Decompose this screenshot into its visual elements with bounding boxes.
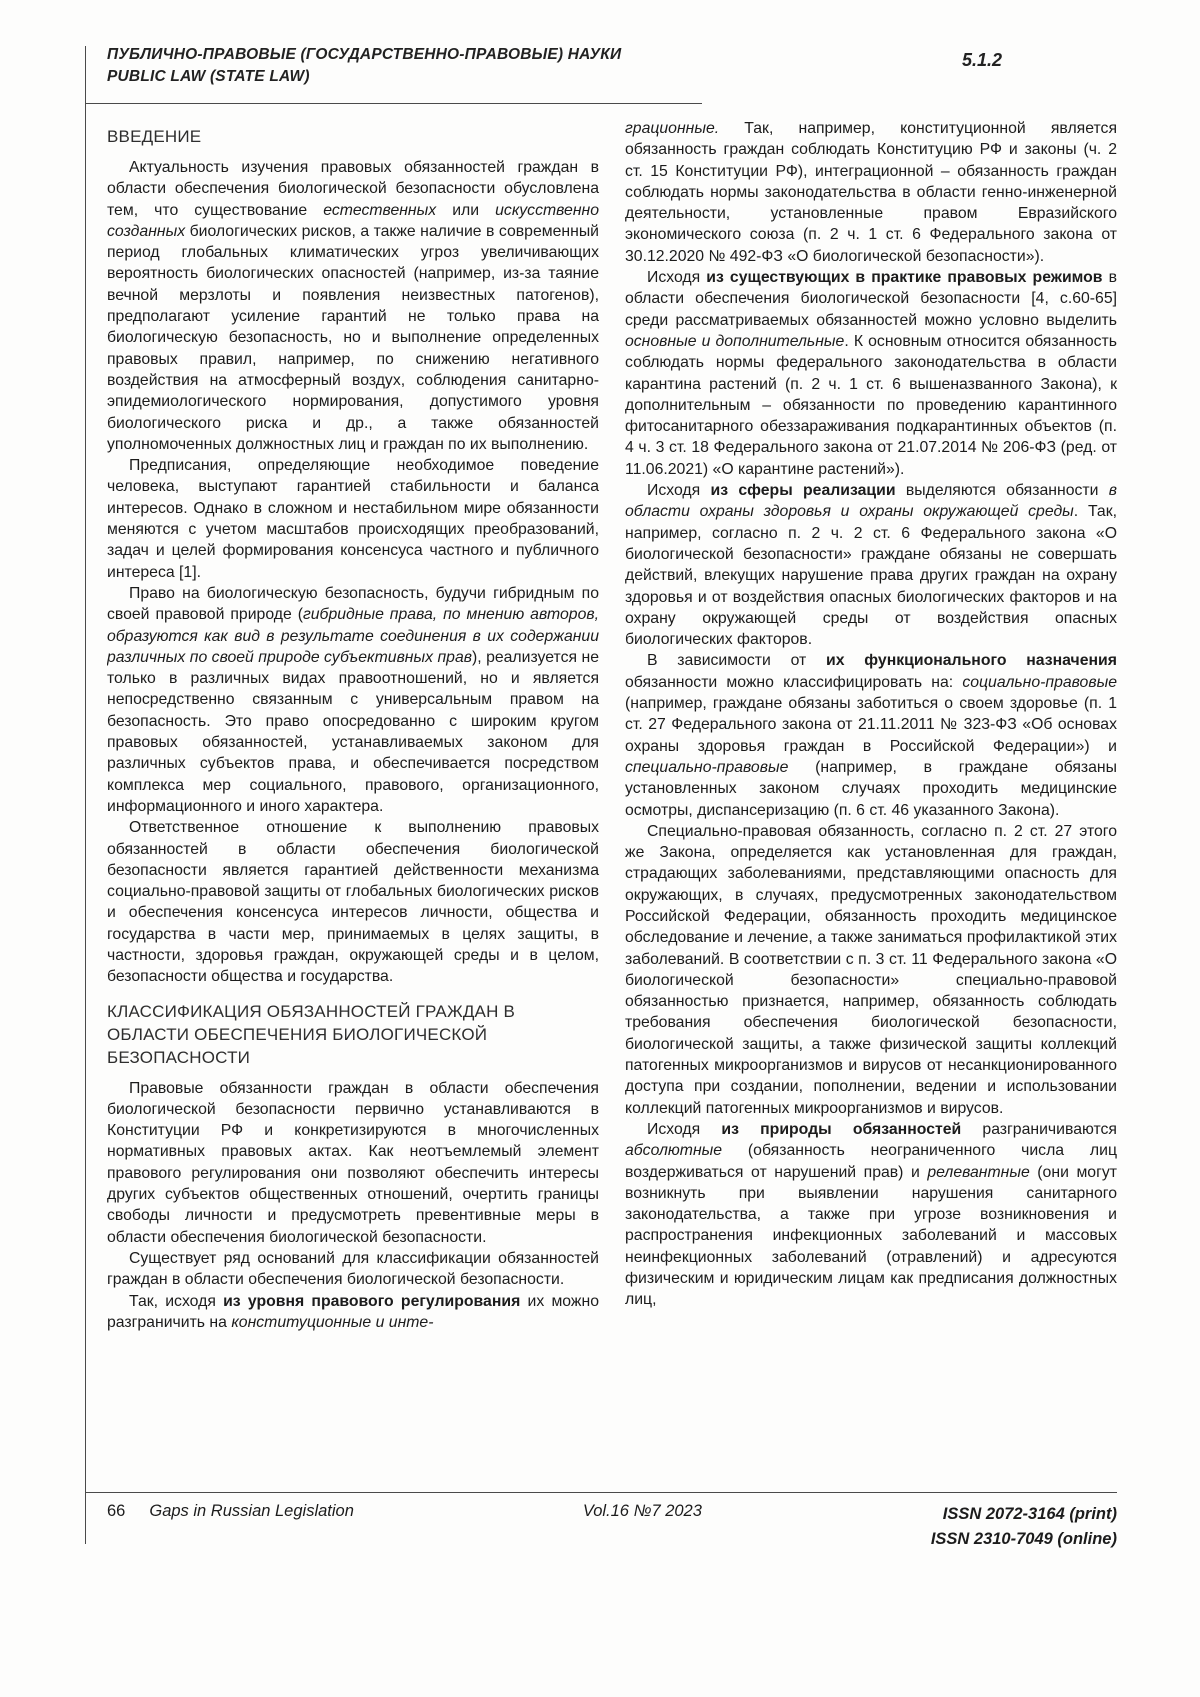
text-run: (например, в граждане обязаны установленных законом случаях проходить медицинские осмотры, диспансеризацию (п. 6 ст. 46 указанного Закона). xyxy=(625,758,1117,819)
text-run: выделяются обязанности xyxy=(895,482,1109,500)
text-run-b: из уровня правового регулирования xyxy=(223,1292,521,1310)
text-run-i: конституционные и инте- xyxy=(231,1313,434,1331)
text-run: . К основным относится обязанность соблюдать нормы федерального законодательства в области карантина растений (п. 2 ч. 1 ст. 6 вышеназванного Закона), к дополнительным – обязанности по проведению карантинного фитосанитарного обеззараживания подкарантинных объектов (п. 4 ч. 3 ст. 18 Федерального закона от 21.07.2014 № 206-ФЗ (ред. от 11.06.2021) «О карантине растений»). xyxy=(625,332,1117,478)
text-run: Актуальность изучения правовых обязанностей граждан в области обеспечения биологической безопасности обусловлена тем, что существование xyxy=(107,159,599,219)
text-run: Специально-правовая обязанность, согласно п. 2 ст. 27 этого же Закона, определяется как установленная для граждан, страдающих заболеваниями, представляющими опасность для окружающих, в случаях, предусмотренных законодательством Российской Федерации, обязанность проходить медицинское обследование и лечение, а также заниматься профилактикой этих заболеваний. В соответствии с п. 3 ст. 11 Федерального закона «О биологической безопасности» специально-правовой обязанностью признается, например, обязанность соблюдать требования обеспечения биологической безопасности, биологической защиты, а также физической защиты коллекций патогенных микроорганизмов и вирусов от несанкционированного доступа при создании, пополнении, ведении и использовании коллекций патогенных микроорганизмов и вирусов. xyxy=(625,822,1117,1117)
page-header xyxy=(107,44,1117,88)
text-run: Предписания, определяющие необходимое поведение человека, выступают гарантией стабильности и баланса интересов. Однако в сложном и нестабильном мире обязанности меняются с учетом масштабов происходящих преобразований, задач и целей формирования консенсуса частного и публичного интереса [1]. xyxy=(107,457,599,581)
classification-paragraphs xyxy=(107,1078,599,1334)
paragraph xyxy=(107,1248,599,1291)
text-run-i: основные и дополнительные xyxy=(625,332,845,350)
text-run: Так, исходя xyxy=(129,1292,224,1310)
paragraph xyxy=(107,817,599,987)
text-run: Право на биологическую безопасность, будучи гибридным по своей правовой природе ( xyxy=(107,584,599,624)
text-run: Так, например, конституционной является обязанность граждан соблюдать Конституцию РФ и законы (ч. 2 ст. 15 Конституции РФ), интеграционной – обязанность граждан соблюдать нормы законодательства в области генно-инженерной деятельности, установленные правом Евразийского экономического союза (п. 2 ч. 1 ст. 6 Федерального закона от 30.12.2020 № 492-ФЗ «О биологической безопасности»). xyxy=(625,120,1117,265)
text-run-b: из природы обязанностей xyxy=(721,1120,962,1138)
text-run: (они могут возникнуть при выявлении нарушения санитарного законодательства, а также при угрозе возникновения и распространения инфекционных заболеваний и массовых неинфекционных заболеваний (отравлений) и адресуются физическим и юридическим лицам как предписания должностных лиц, xyxy=(625,1163,1117,1309)
text-run-i: социально-правовые xyxy=(962,673,1117,691)
text-run-i: естественных xyxy=(323,201,437,219)
paragraph xyxy=(625,650,1117,820)
paragraph xyxy=(625,480,1117,650)
text-run-i: грационные. xyxy=(625,120,720,137)
text-run-i: релевантные xyxy=(927,1163,1030,1181)
page-number: 66 xyxy=(107,1502,126,1520)
text-run-b: их функционального назначения xyxy=(826,652,1117,670)
text-run-b: из сферы реализации xyxy=(710,482,896,500)
text-run: их можно разграничить на xyxy=(107,1292,599,1331)
text-run: (например, граждане обязаны заботиться о своем здоровье (п. 1 ст. 27 Федерального закона от 21.11.2011 № 323-ФЗ «Об основах охраны здоровья граждан в Российской Федерации») и xyxy=(625,695,1117,755)
issn-block xyxy=(931,1502,1117,1552)
header-rule xyxy=(85,103,702,104)
page-footer xyxy=(107,1502,1117,1552)
right-column-paragraphs xyxy=(625,118,1117,1311)
issn-online: ISSN 2310-7049 (online) xyxy=(930,1530,1117,1548)
article-body xyxy=(107,118,1117,1486)
text-run: (обязанность неограниченного числа лиц воздерживаться от нарушений прав) и xyxy=(625,1142,1117,1181)
footer-rule xyxy=(85,1492,1117,1493)
running-head xyxy=(107,44,621,88)
text-run: Существует ряд оснований для классификации обязанностей граждан в области обеспечения биологической безопасности. xyxy=(107,1249,599,1289)
text-run-i: искусственно созданных xyxy=(107,201,599,240)
text-run: обязанности можно классифицировать на: xyxy=(625,673,963,691)
section-heading-classification: КЛАССИФИКАЦИЯ ОБЯЗАННОСТЕЙ ГРАЖДАН В ОБЛАСТИ ОБЕСПЕЧЕНИЯ БИОЛОГИЧЕСКОЙ БЕЗОПАСНОСТИ xyxy=(107,1001,516,1067)
text-run: Ответственное отношение к выполнению правовых обязанностей в области обеспечения биологической безопасности является гарантией действенности механизма социально-правовой защиты от глобальных биологических рисков и обеспечения консенсуса интересов личности, общества и государства в части мер, принимаемых в целях защиты, в частности, здоровья граждан, окружающей среды и в целом, безопасности общества и государства. xyxy=(107,819,599,986)
section-code: 5.1.2 xyxy=(961,50,1002,70)
text-run: Исходя xyxy=(647,269,707,287)
paragraph xyxy=(625,118,1117,267)
text-run: Исходя xyxy=(647,1120,722,1138)
text-run: или xyxy=(436,201,496,219)
text-run-i: в области охраны здоровья и охраны окружающей среды xyxy=(625,482,1117,521)
issn-print: ISSN 2072-3164 (print) xyxy=(942,1505,1117,1523)
text-run: В зависимости от xyxy=(647,652,827,670)
text-run: Правовые обязанности граждан в области обеспечения биологической безопасности первично устанавливаются в Конституции РФ и конкретизируются в многочисленных нормативных правовых актах. Как неотъемлемый элемент правового регулирования они позволяют обеспечить интересы других субъектов общественных отношений, очертить границы свободы личности и предусмотреть превентивные меры в области обеспечения биологической безопасности. xyxy=(107,1079,599,1246)
footer-left xyxy=(107,1502,354,1552)
journal-title: Gaps in Russian Legislation xyxy=(149,1502,354,1520)
paragraph xyxy=(107,1291,599,1334)
text-run-i: абсолютные xyxy=(625,1142,723,1160)
text-run: в области обеспечения биологической безопасности [4, с.60-65] среди рассматриваемых обязанностей можно условно выделить xyxy=(625,269,1117,329)
left-column xyxy=(107,118,599,1486)
running-head-en: PUBLIC LAW (STATE LAW) xyxy=(107,68,310,85)
paragraph xyxy=(625,1119,1117,1311)
paragraph xyxy=(625,267,1117,480)
paragraph xyxy=(107,157,599,455)
section-heading-introduction: ВВЕДЕНИЕ xyxy=(107,127,202,146)
running-head-ru: ПУБЛИЧНО-ПРАВОВЫЕ (ГОСУДАРСТВЕННО-ПРАВОВЫЕ) НАУКИ xyxy=(107,46,622,63)
paragraph xyxy=(107,455,599,583)
text-run: ), реализуется не только в различных видах правоотношений, но и является непосредственно связанным с универсальным правом на безопасность. Это право опосредованно с широким кругом правовых обязанностей, устанавливаемых законом для различных субъектов права, и обеспечивается посредством комплекса мер социального, правового, организационного, информационного и иного характера. xyxy=(107,648,599,815)
right-column xyxy=(625,118,1117,1486)
text-run-i: гибридные права, по мнению авторов, образуются как вид в результате соединения в их содержании различных по своей природе субъективных прав xyxy=(107,606,599,666)
paragraph xyxy=(625,821,1117,1119)
text-run: . Так, например, согласно п. 2 ч. 2 ст. 6 Федерального закона «О биологической безопасности» граждане обязаны не совершать действий, влекущих нарушение права других граждан на охрану здоровья и от воздействия опасных биологических факторов и на охрану окружающей среды от воздействия опасных биологических факторов. xyxy=(625,503,1117,649)
left-margin-rule xyxy=(85,46,86,1544)
paragraph xyxy=(107,583,599,817)
text-run-b: из существующих в практике правовых режимов xyxy=(706,269,1103,287)
volume-info: Vol.16 №7 2023 xyxy=(582,1502,702,1520)
intro-paragraphs xyxy=(107,157,599,988)
text-run: биологических рисков, а также наличие в современный период глобальных климатических угроз увеличивающих вероятность биологических опасностей (например, из-за таяние вечной мерзлоты и появления неизвестных патогенов), предполагают усиление гарантий не только права на биологическую безопасность, но и выполнение определенных правовых правил, например, по снижению негативного воздействия на атмосферный воздух, соблюдения санитарно-эпидемиологического нормирования, допустимого уровня биологического риска и др., а также обязанностей уполномоченных должностных лиц и граждан по их выполнению. xyxy=(107,222,599,453)
text-run: разграничиваются xyxy=(961,1120,1117,1138)
text-run-i: специально-правовые xyxy=(625,758,789,776)
paragraph xyxy=(107,1078,599,1248)
text-run: Исходя xyxy=(647,482,711,500)
